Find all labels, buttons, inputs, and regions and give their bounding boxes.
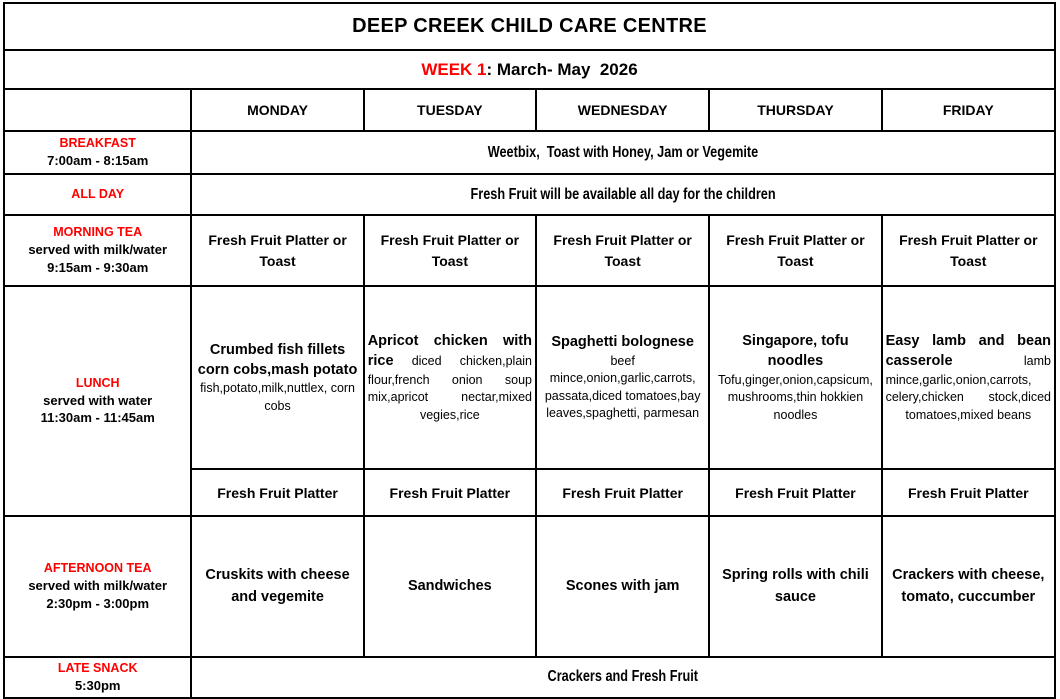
lunch-friday (882, 286, 1055, 469)
lunch-tuesday-ingredients: diced chicken,plain flour,french onion soup mix,apricot nectar,mixed vegies,rice (367, 354, 532, 422)
centre-title-cell (4, 3, 1055, 50)
breakfast-time: 7:00am - 8:15am (47, 153, 149, 168)
late-snack-label: LATE SNACK (57, 661, 138, 675)
breakfast-menu-text: Weetbix, Toast with Honey, Jam or Vegemite (487, 143, 759, 161)
morning-tea-time: 9:15am - 9:30am (47, 259, 149, 275)
day-header-thursday: THURSDAY (709, 89, 881, 131)
lunch-friday-title: Easy lamb and bean casserole (885, 332, 1051, 370)
lunch-monday-title: Crumbed fish fillets corn cobs,mash potato (197, 341, 358, 378)
day-header-row (4, 89, 1055, 131)
late-snack-text: Crackers and Fresh Fruit (547, 668, 699, 686)
lunch-second-thursday: Fresh Fruit Platter (709, 469, 881, 516)
afternoon-tea-label-cell (4, 516, 191, 657)
day-header-monday: MONDAY (191, 89, 363, 131)
morning-tea-row (4, 215, 1055, 286)
lunch-note: served with water (43, 392, 153, 408)
day-header-friday: FRIDAY (882, 89, 1055, 131)
lunch-label: LUNCH (75, 375, 120, 390)
all-day-label-cell (4, 174, 191, 215)
lunch-wednesday-ingredients: beef mince,onion,garlic,carrots, passata,diced tomatoes,bay leaves,spaghetti, parmesan (544, 353, 701, 421)
week-label: WEEK 1 (421, 59, 487, 79)
lunch-monday-ingredients: fish,potato,milk,nuttlex, corn cobs (200, 381, 356, 413)
late-snack-row (4, 657, 1055, 698)
afternoon-tea-wednesday: Scones with jam (536, 516, 709, 657)
lunch-thursday-ingredients: Tofu,ginger,onion,capsicum,mushrooms,thin hokkien noodles (717, 372, 873, 422)
lunch-monday (191, 286, 363, 469)
lunch-second-monday: Fresh Fruit Platter (191, 469, 363, 516)
lunch-friday-ingredients: lamb mince,garlic,onion,carrots, celery,chicken stock,diced tomatoes,mixed beans (885, 354, 1051, 422)
weekly-menu-table (3, 2, 1056, 699)
morning-tea-tuesday: Fresh Fruit Platter or Toast (364, 215, 536, 286)
breakfast-content-cell (191, 131, 1055, 174)
breakfast-row (4, 131, 1055, 174)
morning-tea-monday: Fresh Fruit Platter or Toast (191, 215, 363, 286)
breakfast-label: BREAKFAST (59, 136, 136, 151)
lunch-wednesday (536, 286, 709, 469)
morning-tea-friday: Fresh Fruit Platter or Toast (882, 215, 1055, 286)
morning-tea-label-cell (4, 215, 191, 286)
week-dates: : March- May 2026 (486, 59, 638, 79)
lunch-label-cell (4, 286, 191, 516)
lunch-thursday-title: Singapore, tofu noodles (742, 332, 849, 370)
lunch-wednesday-title: Spaghetti bolognese (551, 334, 694, 351)
all-day-text: Fresh Fruit will be available all day for the children (470, 185, 776, 203)
morning-tea-note: served with milk/water (28, 242, 168, 258)
week-row (4, 50, 1055, 89)
afternoon-tea-label: AFTERNOON TEA (43, 561, 152, 576)
afternoon-tea-note: served with milk/water (28, 578, 168, 594)
lunch-tuesday-title: Apricot chicken with rice (367, 332, 532, 370)
breakfast-label-cell (4, 131, 191, 174)
morning-tea-label: MORNING TEA (53, 225, 143, 240)
late-snack-content-cell (191, 657, 1055, 698)
late-snack-label-cell (4, 657, 191, 698)
all-day-content-cell (191, 174, 1055, 215)
lunch-tuesday (364, 286, 536, 469)
day-header-wednesday: WEDNESDAY (536, 89, 709, 131)
late-snack-time: 5:30pm (74, 677, 121, 693)
week-banner-cell (4, 50, 1055, 89)
afternoon-tea-monday: Cruskits with cheese and vegemite (191, 516, 363, 657)
afternoon-tea-row (4, 516, 1055, 657)
lunch-row (4, 286, 1055, 469)
lunch-thursday (709, 286, 881, 469)
lunch-second-wednesday: Fresh Fruit Platter (536, 469, 709, 516)
afternoon-tea-time: 2:30pm - 3:00pm (46, 595, 149, 611)
afternoon-tea-thursday: Spring rolls with chili sauce (709, 516, 881, 657)
afternoon-tea-friday: Crackers with cheese, tomato, cuccumber (882, 516, 1055, 657)
all-day-row (4, 174, 1055, 215)
lunch-second-friday: Fresh Fruit Platter (882, 469, 1055, 516)
lunch-time: 11:30am - 11:45am (40, 410, 155, 426)
day-header-tuesday: TUESDAY (364, 89, 536, 131)
all-day-label: ALL DAY (71, 187, 125, 202)
morning-tea-thursday: Fresh Fruit Platter or Toast (709, 215, 881, 286)
page-title: DEEP CREEK CHILD CARE CENTRE (352, 15, 707, 37)
corner-cell (4, 89, 191, 131)
morning-tea-wednesday: Fresh Fruit Platter or Toast (536, 215, 709, 286)
lunch-second-tuesday: Fresh Fruit Platter (364, 469, 536, 516)
afternoon-tea-tuesday: Sandwiches (364, 516, 536, 657)
title-row (4, 3, 1055, 50)
